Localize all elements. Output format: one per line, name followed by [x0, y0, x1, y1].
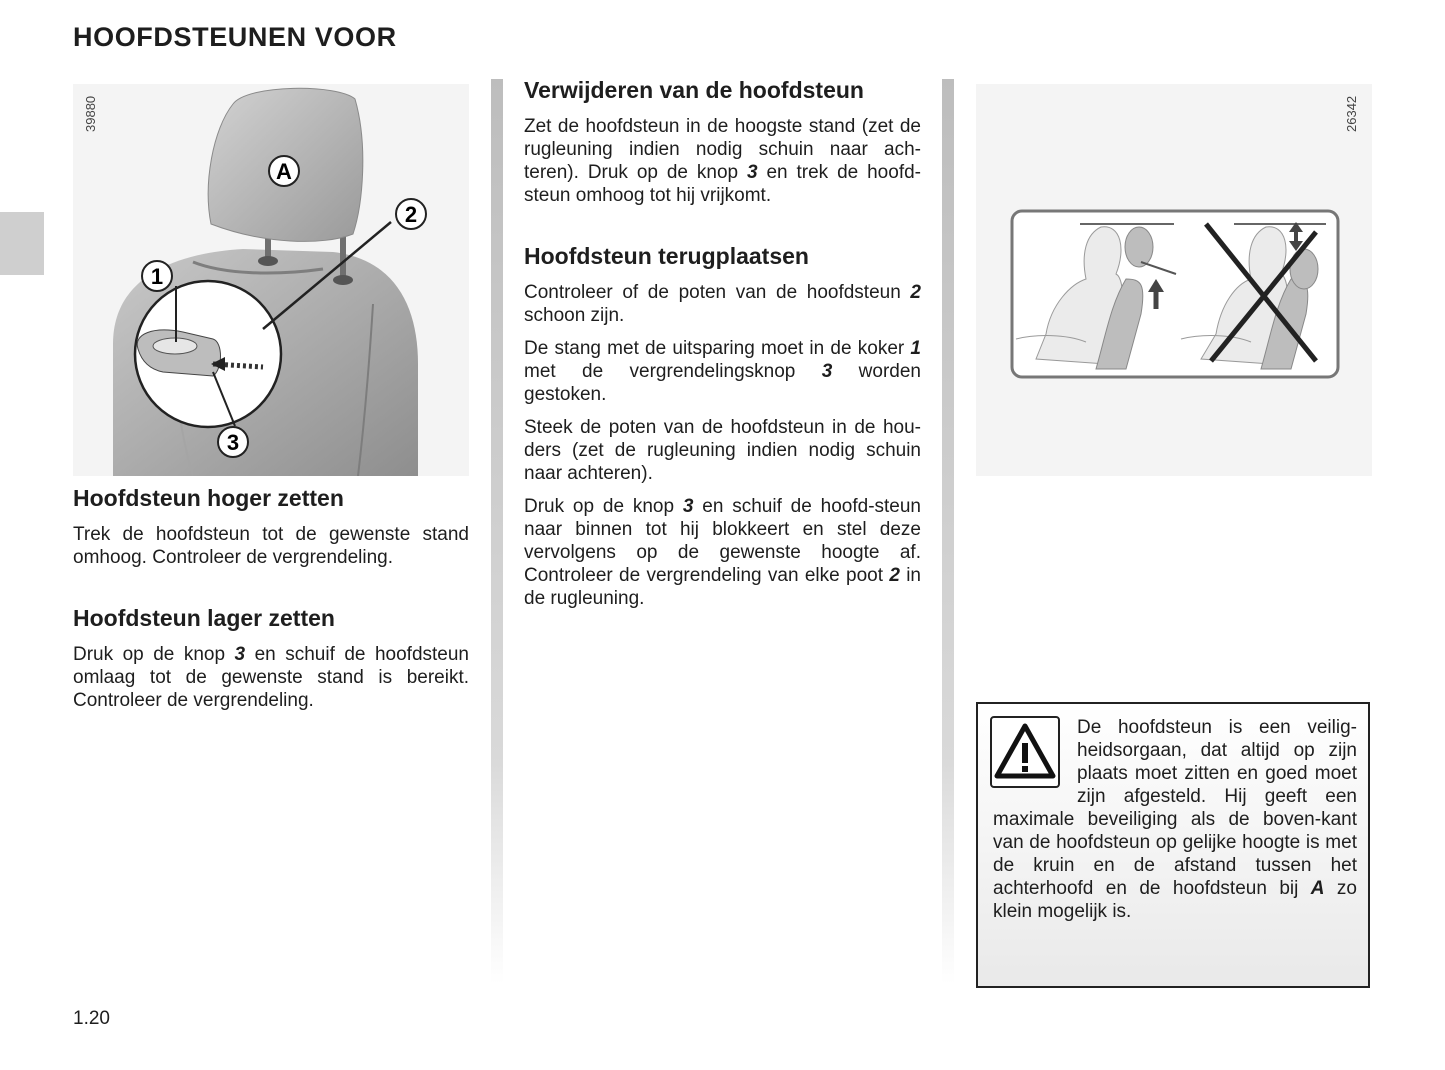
reference-number: 3 [747, 162, 758, 183]
reference-number: 3 [682, 496, 694, 517]
paragraph: Druk op de knop 3 en schuif de hoofdsteun omlaag tot de gewenste stand is bereikt. Controleer de vergrendeling. [73, 644, 470, 711]
reference-number: 3 [234, 644, 246, 665]
section-heading: Hoofdsteun hoger zetten [73, 485, 344, 511]
reference-number: 2 [889, 565, 900, 586]
warning-box [976, 702, 1370, 988]
reference-number: 3 [821, 361, 833, 382]
paragraph: Controleer of de poten van de hoofdsteun 2 schoon zijn. [524, 282, 921, 326]
section-heading: Verwijderen van de hoofdsteun [524, 77, 864, 103]
section-heading: Hoofdsteun lager zetten [73, 605, 335, 631]
middle-column [524, 77, 921, 620]
left-column [73, 485, 469, 722]
page-title: HOOFDSTEUNEN VOOR [73, 22, 397, 52]
callout-2: 2 [404, 202, 418, 227]
warning-text: De hoofdsteun is een veilig-heidsorgaan, dat altijd op zijn plaats moet zitten en goed moet zijn afgesteld. Hij geeft een maximale beveiliging als de boven-kant van de hoofdsteun op gelijke hoogte is met de kruin en de afstand tussen het achterhoofd en de hoofdsteun bij A zo klein mogelijk is. [993, 717, 1357, 922]
callout-1: 1 [150, 264, 164, 289]
column-divider [942, 79, 954, 984]
reference-number: 2 [910, 282, 921, 303]
headrest-figure [73, 84, 469, 476]
section-heading: Hoofdsteun terugplaatsen [524, 243, 809, 269]
paragraph: Trek de hoofdsteun tot de gewenste stand omhoog. Controleer de vergrendeling. [73, 524, 469, 568]
paragraph: Druk op de knop 3 en schuif de hoofd-steun naar binnen tot hij blokkeert en stel deze vervolgens op de gewenste hoogte af. Controleer de vergrendeling van elke poot 2 in de rugleuning. [524, 496, 921, 609]
column-divider [491, 79, 503, 984]
reference-letter: A [1310, 878, 1325, 899]
page-number: 1.20 [73, 1008, 110, 1029]
position-figure [976, 84, 1372, 476]
paragraph: Zet de hoofdsteun in de hoogste stand (zet de rugleuning indien nodig schuin naar ach-teren). Druk op de knop 3 en trek de hoofd-steun omhoog tot hij vrijkomt. [524, 116, 921, 206]
headrest-illustration [73, 84, 469, 476]
callout-3: 3 [226, 430, 240, 455]
callout-A: A [276, 159, 292, 184]
correct-incorrect-illustration [976, 84, 1372, 476]
section-tab [0, 212, 44, 275]
figure-code: 39880 [83, 95, 98, 132]
figure-code: 26342 [1344, 95, 1359, 132]
reference-number: 1 [910, 338, 921, 359]
paragraph: De stang met de uitsparing moet in de koker 1 met de vergrendelingsknop 3 worden gestoken. [524, 338, 921, 405]
paragraph: Steek de poten van de hoofdsteun in de hou-ders (zet de rugleuning indien nodig schuin naar achteren). [524, 417, 921, 484]
